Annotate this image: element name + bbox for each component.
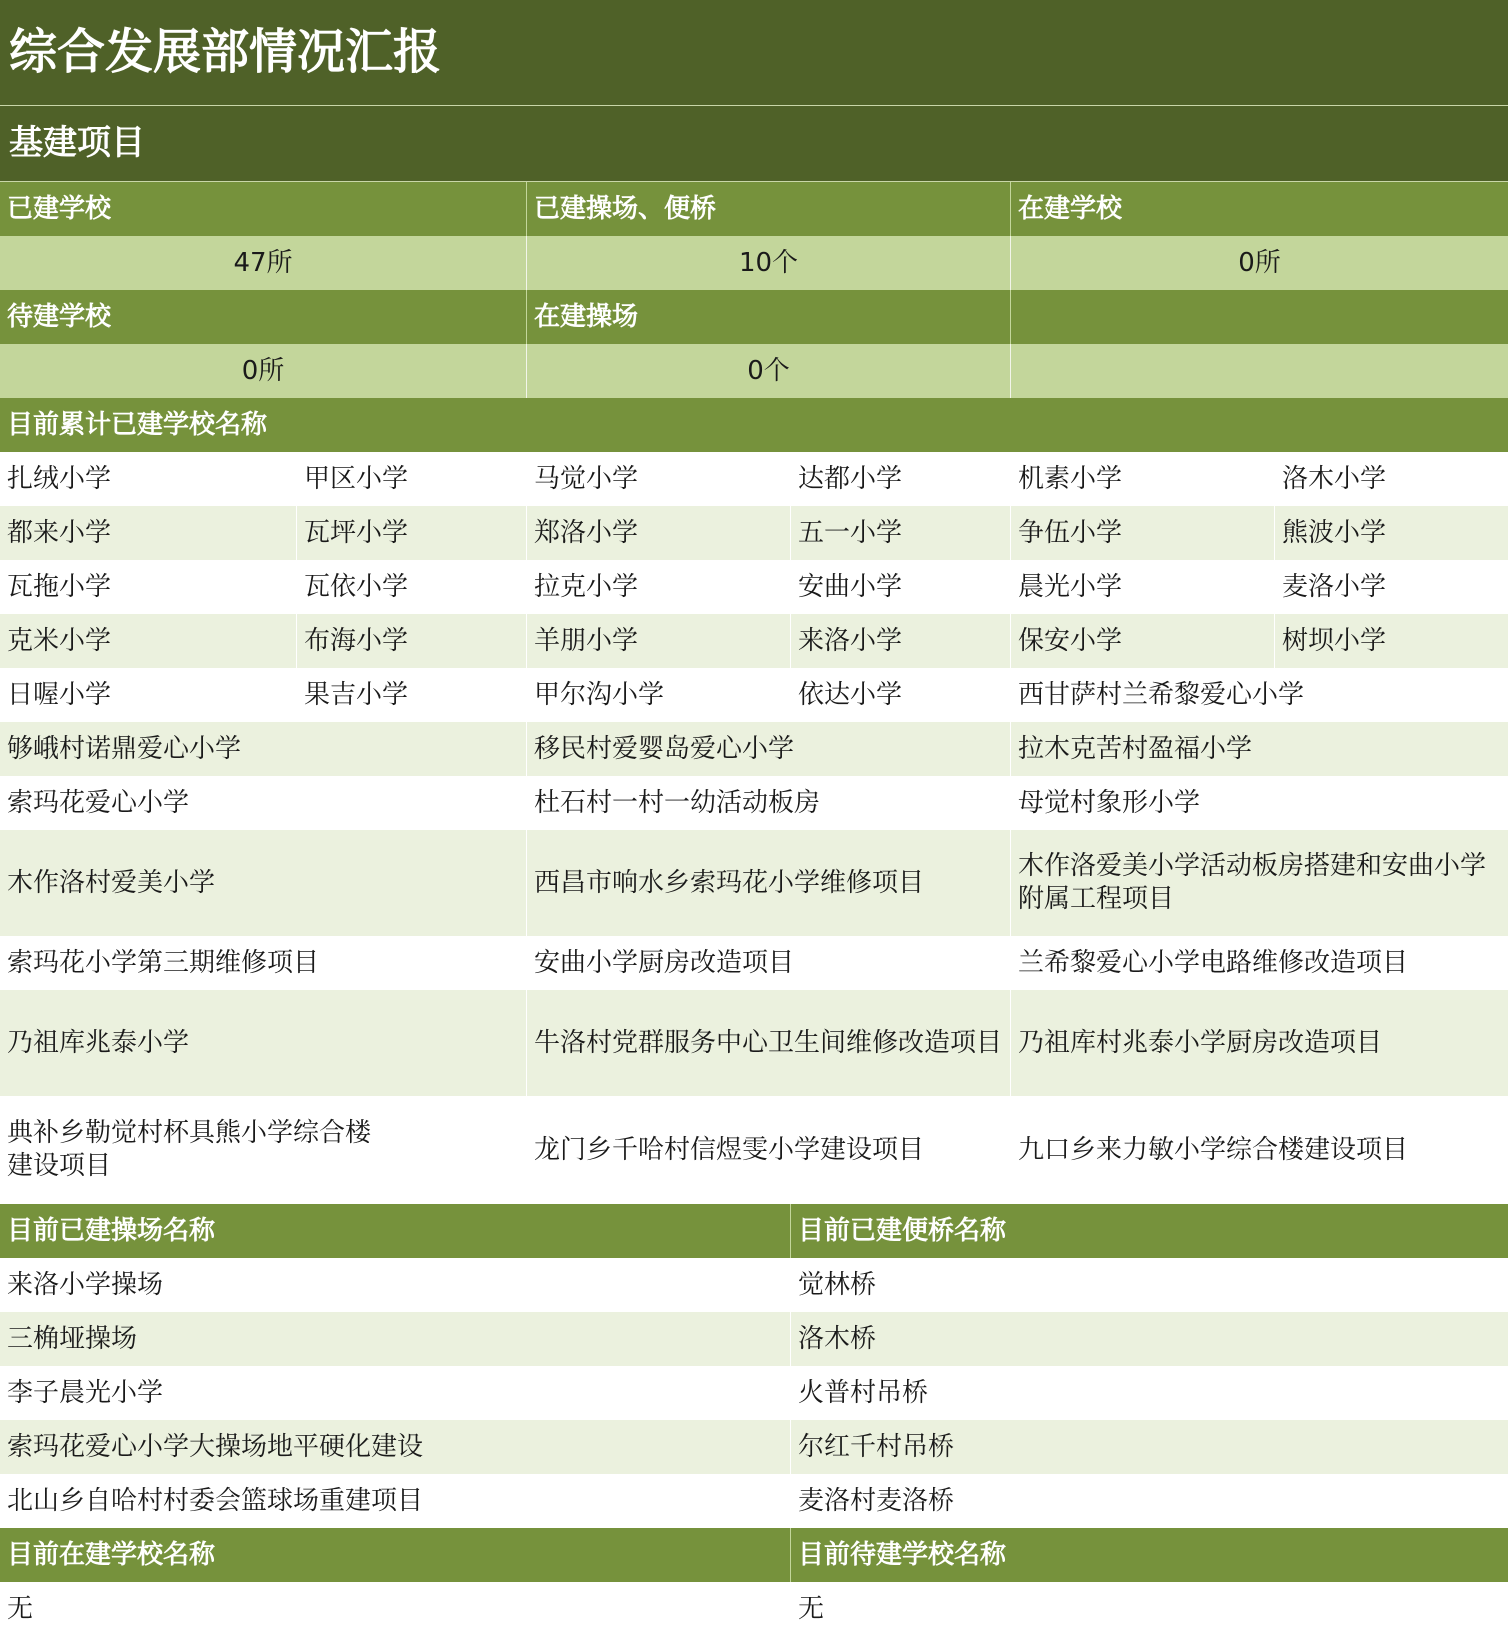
- school-name: 日喔小学: [7, 679, 112, 710]
- table-row: [0, 990, 1508, 1096]
- school-name: 西昌市响水乡索玛花小学维修项目: [526, 830, 1010, 936]
- table-row: [0, 722, 1508, 776]
- school-name: 洛木小学: [1274, 452, 1508, 506]
- school-name: 郑洛小学: [526, 506, 790, 560]
- summary-header: 待建学校: [7, 301, 112, 332]
- school-name: 典补乡勒觉村杯具熊小学综合楼建设项目: [7, 1118, 372, 1181]
- school-name: 保安小学: [1010, 614, 1274, 668]
- summary-header-row: [0, 290, 1508, 344]
- summary-header: 已建操场、便桥: [526, 182, 1010, 236]
- bridge-name: 尔红千村吊桥: [790, 1420, 1508, 1474]
- school-name: 乃祖库兆泰小学: [7, 1027, 190, 1058]
- table-row: [0, 1366, 1508, 1420]
- table-row: [0, 560, 1508, 614]
- field-name: 北山乡自哈村村委会篮球场重建项目: [7, 1485, 424, 1516]
- summary-value: 0所: [241, 355, 285, 386]
- planned-value: 无: [790, 1582, 1508, 1636]
- table-row: [0, 668, 1508, 722]
- school-name: 拉克小学: [526, 560, 790, 614]
- summary-value: 0所: [1010, 236, 1508, 290]
- school-name: 布海小学: [296, 614, 526, 668]
- school-name: 兰希黎爱心小学电路维修改造项目: [1010, 936, 1508, 990]
- school-name: 来洛小学: [790, 614, 1010, 668]
- school-name: 乃祖库村兆泰小学厨房改造项目: [1010, 990, 1508, 1096]
- table-row: [0, 614, 1508, 668]
- planned-header: 目前待建学校名称: [790, 1528, 1508, 1582]
- school-name: 马觉小学: [526, 452, 790, 506]
- field-name: 来洛小学操场: [7, 1269, 164, 1300]
- schools-status-header-row: [0, 1528, 1508, 1582]
- summary-value-row: [0, 344, 1508, 398]
- summary-header: [1010, 290, 1508, 344]
- school-name: 都来小学: [7, 517, 112, 548]
- bridges-header: 目前已建便桥名称: [790, 1204, 1508, 1258]
- summary-header-row: [0, 182, 1508, 236]
- school-name: 瓦坪小学: [296, 506, 526, 560]
- field-name: 三桷垭操场: [7, 1323, 138, 1354]
- bridge-name: 洛木桥: [790, 1312, 1508, 1366]
- school-name: 木作洛村爱美小学: [7, 867, 216, 898]
- summary-value-row: [0, 236, 1508, 290]
- school-name: 克米小学: [7, 625, 112, 656]
- field-name: 李子晨光小学: [7, 1377, 164, 1408]
- table-row: [0, 1096, 1508, 1204]
- in-progress-header: 目前在建学校名称: [7, 1539, 216, 1570]
- table-row: [0, 452, 1508, 506]
- school-name: 索玛花小学第三期维修项目: [7, 947, 320, 978]
- school-name: 拉木克苦村盈福小学: [1010, 722, 1508, 776]
- school-name: 索玛花爱心小学: [7, 787, 190, 818]
- school-name: 甲尔沟小学: [526, 668, 790, 722]
- school-name: 安曲小学: [790, 560, 1010, 614]
- table-row: [0, 506, 1508, 560]
- school-name: 移民村爱婴岛爱心小学: [526, 722, 1010, 776]
- fields-header: 目前已建操场名称: [7, 1215, 216, 1246]
- school-name: 争伍小学: [1010, 506, 1274, 560]
- school-name: 五一小学: [790, 506, 1010, 560]
- table-row: [0, 830, 1508, 936]
- school-name: 九口乡来力敏小学综合楼建设项目: [1010, 1096, 1508, 1204]
- table-row: [0, 1420, 1508, 1474]
- school-name: 龙门乡千哈村信煜雯小学建设项目: [526, 1096, 1010, 1204]
- section-title: 基建项目: [0, 106, 1508, 182]
- built-schools-header: 目前累计已建学校名称: [7, 409, 268, 440]
- summary-value: 10个: [526, 236, 1010, 290]
- school-name: 西甘萨村兰希黎爱心小学: [1010, 668, 1508, 722]
- summary-value: 0个: [526, 344, 1010, 398]
- school-name: 够峨村诺鼎爱心小学: [7, 733, 242, 764]
- school-name: 安曲小学厨房改造项目: [526, 936, 1010, 990]
- page-title: 综合发展部情况汇报: [0, 0, 1508, 106]
- table-row: [0, 936, 1508, 990]
- fields-bridges-header-row: [0, 1204, 1508, 1258]
- summary-value: [1010, 344, 1508, 398]
- school-name: 羊朋小学: [526, 614, 790, 668]
- summary-header: 在建学校: [1010, 182, 1508, 236]
- school-name: 熊波小学: [1274, 506, 1508, 560]
- summary-header: 已建学校: [7, 193, 112, 224]
- table-row: [0, 1474, 1508, 1528]
- school-name: 晨光小学: [1010, 560, 1274, 614]
- school-name: 依达小学: [790, 668, 1010, 722]
- bridge-name: 火普村吊桥: [790, 1366, 1508, 1420]
- school-name: 瓦拖小学: [7, 571, 112, 602]
- table-row: [0, 1258, 1508, 1312]
- bridge-name: 觉林桥: [790, 1258, 1508, 1312]
- field-name: 索玛花爱心小学大操场地平硬化建设: [7, 1431, 424, 1462]
- in-progress-value: 无: [7, 1593, 34, 1624]
- table-row: [0, 776, 1508, 830]
- school-name: 牛洛村党群服务中心卫生间维修改造项目: [526, 990, 1010, 1096]
- school-name: 麦洛小学: [1274, 560, 1508, 614]
- school-name: 瓦依小学: [296, 560, 526, 614]
- school-name: 达都小学: [790, 452, 1010, 506]
- school-name: 树坝小学: [1274, 614, 1508, 668]
- school-name: 杜石村一村一幼活动板房: [526, 776, 1010, 830]
- built-schools-header-row: [0, 398, 1508, 452]
- school-name: 木作洛爱美小学活动板房搭建和安曲小学附属工程项目: [1010, 830, 1508, 936]
- table-row: [0, 1312, 1508, 1366]
- school-name: 母觉村象形小学: [1010, 776, 1508, 830]
- school-name: 甲区小学: [296, 452, 526, 506]
- school-name: 扎绒小学: [7, 463, 112, 494]
- summary-value: 47所: [233, 247, 293, 278]
- summary-header: 在建操场: [526, 290, 1010, 344]
- table-row: [0, 1582, 1508, 1636]
- school-name: 果吉小学: [296, 668, 526, 722]
- bridge-name: 麦洛村麦洛桥: [790, 1474, 1508, 1528]
- school-name: 机素小学: [1010, 452, 1274, 506]
